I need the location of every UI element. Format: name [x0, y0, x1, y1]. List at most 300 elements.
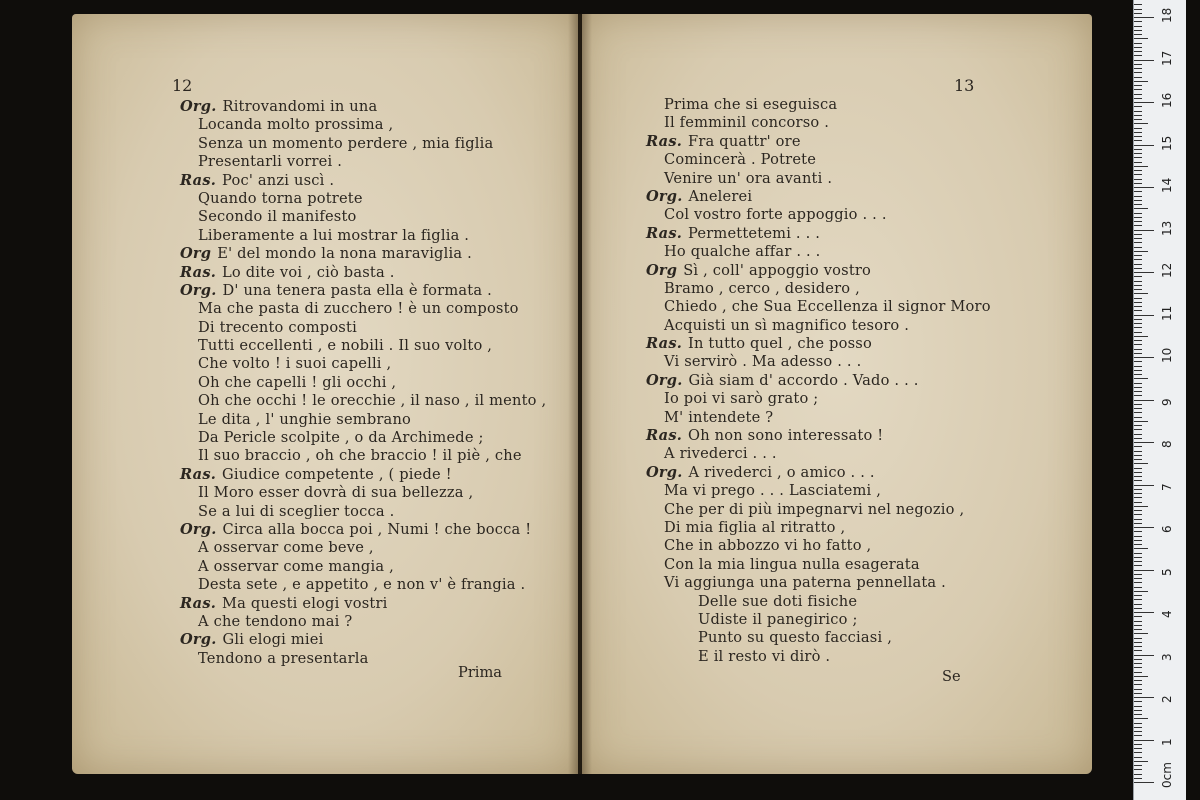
speaker-label: Ras.	[646, 427, 683, 445]
ruler-tick	[1134, 735, 1142, 736]
verse-text: Fra quattr' ore	[688, 132, 801, 150]
ruler-tick	[1134, 531, 1142, 532]
ruler-tick	[1134, 544, 1142, 545]
ruler-tick	[1134, 17, 1154, 18]
verse-text: Desta sete , e appetito , e non v' è frangia .	[198, 576, 526, 594]
verse-line	[180, 116, 580, 134]
ruler-tick	[1134, 13, 1142, 14]
ruler-tick	[1134, 332, 1142, 333]
ruler-tick	[1134, 655, 1154, 656]
ruler-tick	[1134, 417, 1142, 418]
verse-line	[646, 298, 1076, 316]
ruler-tick	[1134, 472, 1142, 473]
ruler-tick	[1134, 451, 1142, 452]
ruler-tick	[1134, 714, 1142, 715]
book-gutter	[568, 14, 592, 774]
verse-text: A osservar come mangia ,	[198, 557, 394, 575]
left-page	[72, 14, 578, 774]
verse-line	[646, 464, 1076, 482]
ruler-tick	[1134, 642, 1142, 643]
verse-line	[180, 484, 580, 502]
verse-line	[180, 245, 580, 263]
verse-line	[646, 114, 1076, 132]
verse-text: Il Moro esser dovrà di sua bellezza ,	[198, 484, 474, 502]
speaker-label: Org.	[180, 520, 217, 538]
ruler-tick	[1134, 268, 1142, 269]
ruler-tick	[1134, 455, 1142, 456]
verse-text: Oh che capelli ! gli occhi ,	[198, 373, 397, 391]
ruler-tick	[1134, 633, 1148, 634]
ruler-tick	[1134, 98, 1142, 99]
ruler-tick	[1134, 128, 1142, 129]
ruler-tick	[1134, 608, 1142, 609]
ruler-tick	[1134, 30, 1142, 31]
ruler-tick	[1134, 438, 1142, 439]
ruler-tick	[1134, 174, 1142, 175]
ruler-tick	[1134, 748, 1142, 749]
ruler-tick	[1134, 340, 1142, 341]
verse-line	[180, 153, 580, 171]
ruler-tick	[1134, 259, 1142, 260]
verse-text: Giudice competente , ( piede !	[222, 465, 452, 483]
ruler-tick	[1134, 727, 1142, 728]
ruler-tick	[1134, 519, 1142, 520]
verse-line	[180, 300, 580, 318]
verse-line	[180, 466, 580, 484]
ruler-tick	[1134, 540, 1142, 541]
ruler-tick	[1134, 404, 1142, 405]
ruler-tick	[1134, 272, 1154, 273]
verse-line	[180, 282, 580, 300]
verse-text: Di trecento composti	[198, 318, 357, 336]
ruler-tick	[1134, 162, 1142, 163]
ruler-tick	[1134, 523, 1142, 524]
ruler-tick	[1134, 497, 1142, 498]
verse-line	[180, 429, 580, 447]
ruler-tick	[1134, 378, 1148, 379]
ruler-tick	[1134, 251, 1148, 252]
ruler-tick	[1134, 412, 1142, 413]
ruler-tick	[1134, 323, 1142, 324]
verse-line	[180, 208, 580, 226]
ruler-tick	[1134, 697, 1154, 698]
ruler-tick	[1134, 149, 1142, 150]
verse-line	[646, 593, 1076, 611]
ruler-tick	[1134, 200, 1142, 201]
ruler-tick	[1134, 489, 1142, 490]
ruler-tick	[1134, 196, 1142, 197]
verse-text: Chiedo , che Sua Eccellenza il signor Moro	[664, 298, 991, 316]
ruler-tick	[1134, 459, 1142, 460]
ruler-tick	[1134, 247, 1142, 248]
speaker-label: Org.	[180, 98, 217, 115]
verse-text: Permettetemi . . .	[688, 224, 821, 242]
catchword: Prima	[458, 664, 503, 681]
verse-line	[180, 172, 580, 190]
verse-line	[180, 227, 580, 245]
verse-line	[646, 445, 1076, 463]
ruler-tick	[1134, 476, 1142, 477]
verse-line	[180, 319, 580, 337]
ruler-tick	[1134, 38, 1148, 39]
ruler-tick	[1134, 81, 1148, 82]
ruler-label: 1	[1160, 737, 1174, 746]
ruler-tick	[1134, 599, 1142, 600]
ruler-tick	[1134, 744, 1142, 745]
ruler-tick	[1134, 64, 1142, 65]
ruler-tick	[1134, 536, 1142, 537]
ruler-tick	[1134, 68, 1142, 69]
verse-text: A rivederci , o amico . . .	[688, 463, 875, 481]
ruler-tick	[1134, 493, 1142, 494]
verse-text: Tendono a presentarla	[198, 649, 369, 667]
verse-text: Venire un' ora avanti .	[664, 169, 833, 187]
ruler-tick	[1134, 638, 1142, 639]
verse-text: Poc' anzi uscì .	[222, 171, 335, 189]
verse-line	[646, 390, 1076, 408]
ruler-tick	[1134, 140, 1142, 141]
verse-line	[646, 556, 1076, 574]
ruler-tick	[1134, 106, 1142, 107]
ruler-tick	[1134, 281, 1142, 282]
ruler-tick	[1134, 238, 1142, 239]
ruler-tick	[1134, 302, 1142, 303]
ruler-label: 9	[1160, 397, 1174, 406]
ruler-tick	[1134, 344, 1142, 345]
ruler-label: 16	[1160, 92, 1174, 108]
speaker-label: Ras.	[646, 224, 683, 242]
ruler-tick	[1134, 230, 1154, 231]
ruler-tick	[1134, 659, 1142, 660]
verse-line	[180, 337, 580, 355]
verse-line	[646, 482, 1076, 500]
verse-text: Acquisti un sì magnifico tesoro .	[664, 316, 910, 334]
verse-text: Lo dite voi , ciò basta .	[222, 263, 395, 281]
verse-text: Che volto ! i suoi capelli ,	[198, 355, 392, 373]
verse-text: Sì , coll' appoggio vostro	[683, 261, 872, 279]
ruler-tick	[1134, 672, 1142, 673]
ruler-tick	[1134, 565, 1142, 566]
ruler-tick	[1134, 778, 1142, 779]
speaker-label: Org	[180, 245, 212, 263]
verse-text: Ho qualche affar . . .	[664, 243, 821, 261]
verse-line	[646, 206, 1076, 224]
ruler-tick	[1134, 315, 1154, 316]
ruler-tick	[1134, 353, 1142, 354]
verse-line	[180, 503, 580, 521]
ruler-tick	[1134, 166, 1148, 167]
verse-text: Col vostro forte appoggio . . .	[664, 206, 887, 224]
verse-text: Liberamente a lui mostrar la figlia .	[198, 226, 470, 244]
ruler-tick	[1134, 616, 1142, 617]
verse-text: A osservar come beve ,	[198, 539, 374, 557]
ruler-tick	[1134, 442, 1154, 443]
ruler-tick	[1134, 51, 1142, 52]
verse-line	[180, 411, 580, 429]
ruler-tick	[1134, 217, 1142, 218]
ruler-label: 18	[1160, 7, 1174, 23]
verse-line	[180, 631, 580, 649]
ruler-tick	[1134, 548, 1148, 549]
ruler-tick	[1134, 429, 1142, 430]
verse-line	[646, 225, 1076, 243]
verse-line	[180, 650, 580, 668]
ruler-tick	[1134, 446, 1142, 447]
ruler-tick	[1134, 153, 1142, 154]
ruler-tick	[1134, 225, 1142, 226]
speaker-label: Ras.	[180, 465, 217, 483]
speaker-label: Ras.	[180, 263, 217, 281]
verse-text: Comincerà . Potrete	[664, 151, 817, 169]
verse-text: Secondo il manifesto	[198, 208, 357, 226]
ruler-tick	[1134, 9, 1142, 10]
ruler-label: 0cm	[1160, 762, 1174, 788]
verse-line	[180, 135, 580, 153]
ruler-label: 15	[1160, 135, 1174, 151]
verse-text: Punto su questo facciasi ,	[698, 629, 893, 647]
verse-line	[646, 353, 1076, 371]
verse-line	[646, 262, 1076, 280]
verse-text: Gli elogi miei	[222, 631, 324, 649]
ruler-tick	[1134, 208, 1148, 209]
ruler-tick	[1134, 680, 1142, 681]
ruler-tick	[1134, 242, 1142, 243]
ruler-tick	[1134, 157, 1142, 158]
ruler-tick	[1134, 213, 1142, 214]
verse-text: Ma vi prego . . . Lasciatemi ,	[664, 482, 882, 500]
ruler-tick	[1134, 650, 1142, 651]
ruler-tick	[1134, 463, 1148, 464]
ruler-tick	[1134, 89, 1142, 90]
ruler-tick	[1134, 561, 1142, 562]
verse-line	[180, 558, 580, 576]
ruler-tick	[1134, 693, 1142, 694]
right-page	[582, 14, 1092, 774]
ruler-tick	[1134, 710, 1142, 711]
ruler-tick	[1134, 761, 1148, 762]
ruler-tick	[1134, 349, 1142, 350]
verse-line	[646, 427, 1076, 445]
ruler-tick	[1134, 706, 1142, 707]
ruler-tick	[1134, 310, 1142, 311]
verse-line	[646, 335, 1076, 353]
ruler-tick	[1134, 400, 1154, 401]
ruler-tick	[1134, 234, 1142, 235]
ruler-tick	[1134, 77, 1142, 78]
ruler-tick	[1134, 578, 1142, 579]
verse-text: In tutto quel , che posso	[688, 335, 872, 353]
ruler-tick	[1134, 55, 1142, 56]
ruler-tick	[1134, 102, 1154, 103]
verse-text: Oh che occhi ! le orecchie , il naso , il mento ,	[198, 392, 547, 410]
verse-text: Locanda molto prossima ,	[198, 116, 394, 134]
verse-line	[646, 537, 1076, 555]
ruler-tick	[1134, 570, 1154, 571]
verse-line	[180, 355, 580, 373]
verse-text: Delle sue doti fisiche	[698, 592, 858, 610]
ruler-tick	[1134, 85, 1142, 86]
ruler-tick	[1134, 480, 1142, 481]
ruler-tick	[1134, 374, 1142, 375]
ruler-tick	[1134, 506, 1148, 507]
speaker-label: Ras.	[646, 132, 683, 150]
verse-text: Anelerei	[688, 187, 753, 205]
verse-line	[180, 576, 580, 594]
ruler-tick	[1134, 591, 1148, 592]
ruler-tick	[1134, 255, 1142, 256]
ruler-tick	[1134, 123, 1148, 124]
ruler-tick	[1134, 557, 1142, 558]
ruler-tick	[1134, 170, 1142, 171]
verse-line	[646, 188, 1076, 206]
ruler-tick	[1134, 553, 1142, 554]
verse-line	[646, 317, 1076, 335]
ruler-tick	[1134, 72, 1142, 73]
ruler-tick	[1134, 587, 1142, 588]
ruler-tick	[1134, 514, 1142, 515]
speaker-label: Org.	[646, 187, 683, 205]
ruler-tick	[1134, 646, 1142, 647]
ruler-tick	[1134, 676, 1148, 677]
verse-text: Vi aggiunga una paterna pennellata .	[664, 574, 947, 592]
ruler-tick	[1134, 425, 1142, 426]
verse-text: Ma questi elogi vostri	[222, 594, 388, 612]
ruler-tick	[1134, 366, 1142, 367]
ruler-tick	[1134, 769, 1142, 770]
ruler-tick	[1134, 361, 1142, 362]
ruler-tick	[1134, 782, 1154, 783]
verse-text: Tutti eccellenti , e nobili . Il suo volto ,	[198, 337, 493, 355]
ruler-tick	[1134, 327, 1142, 328]
ruler-tick	[1134, 625, 1142, 626]
ruler-tick	[1134, 510, 1142, 511]
ruler-tick	[1134, 502, 1142, 503]
ruler-tick	[1134, 276, 1142, 277]
speaker-label: Org.	[646, 463, 683, 481]
ruler-tick	[1134, 60, 1154, 61]
ruler-tick	[1134, 582, 1142, 583]
verse-line	[180, 447, 580, 465]
verse-line	[646, 280, 1076, 298]
ruler-tick	[1134, 612, 1154, 613]
ruler-label: 8	[1160, 440, 1174, 448]
ruler-tick	[1134, 718, 1148, 719]
ruler-label: 7	[1160, 482, 1174, 491]
verse-text: Le dita , l' unghie sembrano	[198, 410, 412, 428]
ruler-tick	[1134, 179, 1142, 180]
verse-line	[646, 648, 1076, 666]
ruler-tick	[1134, 336, 1148, 337]
ruler-label: 3	[1160, 652, 1174, 661]
ruler-tick	[1134, 26, 1142, 27]
verse-text: Da Pericle scolpite , o da Archimede ;	[198, 429, 484, 447]
ruler-tick	[1134, 43, 1142, 44]
verse-line	[180, 539, 580, 557]
ruler-tick	[1134, 383, 1142, 384]
ruler-tick	[1134, 289, 1142, 290]
verse-line	[646, 574, 1076, 592]
ruler-label: 2	[1160, 695, 1174, 703]
ruler-tick	[1134, 527, 1154, 528]
ruler-tick	[1134, 298, 1142, 299]
ruler-tick	[1134, 595, 1142, 596]
speaker-label: Org.	[646, 371, 683, 389]
ruler-label: 13	[1160, 220, 1174, 236]
speaker-label: Ras.	[180, 594, 217, 612]
ruler-label: 4	[1160, 610, 1174, 618]
ruler-tick	[1134, 689, 1142, 690]
ruler-tick	[1134, 204, 1142, 205]
ruler-tick	[1134, 684, 1142, 685]
verse-line	[180, 264, 580, 282]
ruler-tick	[1134, 319, 1142, 320]
speaker-label: Org.	[180, 631, 217, 649]
ruler-tick	[1134, 629, 1142, 630]
ruler-label: 12	[1160, 262, 1174, 278]
measuring-ruler	[1133, 0, 1186, 800]
ruler-tick	[1134, 191, 1142, 192]
verse-line	[180, 521, 580, 539]
ruler-tick	[1134, 667, 1142, 668]
ruler-tick	[1134, 701, 1142, 702]
ruler-label: 5	[1160, 567, 1174, 576]
ruler-tick	[1134, 21, 1142, 22]
page-number: 13	[954, 76, 975, 95]
ruler-tick	[1134, 421, 1148, 422]
ruler-tick	[1134, 187, 1154, 188]
ruler-tick	[1134, 264, 1142, 265]
verse-text: Il suo braccio , oh che braccio ! il piè , che	[198, 447, 522, 465]
ruler-label: 14	[1160, 177, 1174, 193]
verse-text: Senza un momento perdere , mia figlia	[198, 134, 494, 152]
verse-text: M' intendete ?	[664, 408, 774, 426]
verse-text: Ma che pasta di zucchero ! è un composto	[198, 300, 519, 318]
verse-line	[646, 519, 1076, 537]
verse-line	[646, 372, 1076, 390]
verse-text: A rivederci . . .	[664, 445, 777, 463]
ruler-label: 11	[1160, 305, 1174, 321]
verse-text: Quando torna potrete	[198, 189, 363, 207]
ruler-tick	[1134, 34, 1142, 35]
speaker-label: Ras.	[646, 335, 683, 353]
ruler-tick	[1134, 293, 1148, 294]
verse-line	[646, 151, 1076, 169]
verse-text: Il femminil concorso .	[664, 114, 830, 132]
ruler-label: 10	[1160, 347, 1174, 363]
verse-text: Io poi vi sarò grato ;	[664, 390, 819, 408]
verse-line	[646, 170, 1076, 188]
speaker-label: Org.	[180, 281, 217, 299]
verse-line	[646, 409, 1076, 427]
ruler-tick	[1134, 621, 1142, 622]
verse-text: Con la mia lingua nulla esagerata	[664, 555, 920, 573]
ruler-tick	[1134, 306, 1142, 307]
ruler-tick	[1134, 604, 1142, 605]
ruler-tick	[1134, 391, 1142, 392]
ruler-tick	[1134, 357, 1154, 358]
ruler-tick	[1134, 395, 1142, 396]
ruler-tick	[1134, 731, 1142, 732]
ruler-label: 6	[1160, 525, 1174, 533]
ruler-tick	[1134, 136, 1142, 137]
ruler-tick	[1134, 47, 1142, 48]
ruler-tick	[1134, 145, 1154, 146]
ruler-tick	[1134, 132, 1142, 133]
ruler-tick	[1134, 387, 1142, 388]
ruler-tick	[1134, 757, 1142, 758]
page-number: 12	[172, 76, 193, 95]
ruler-tick	[1134, 119, 1142, 120]
